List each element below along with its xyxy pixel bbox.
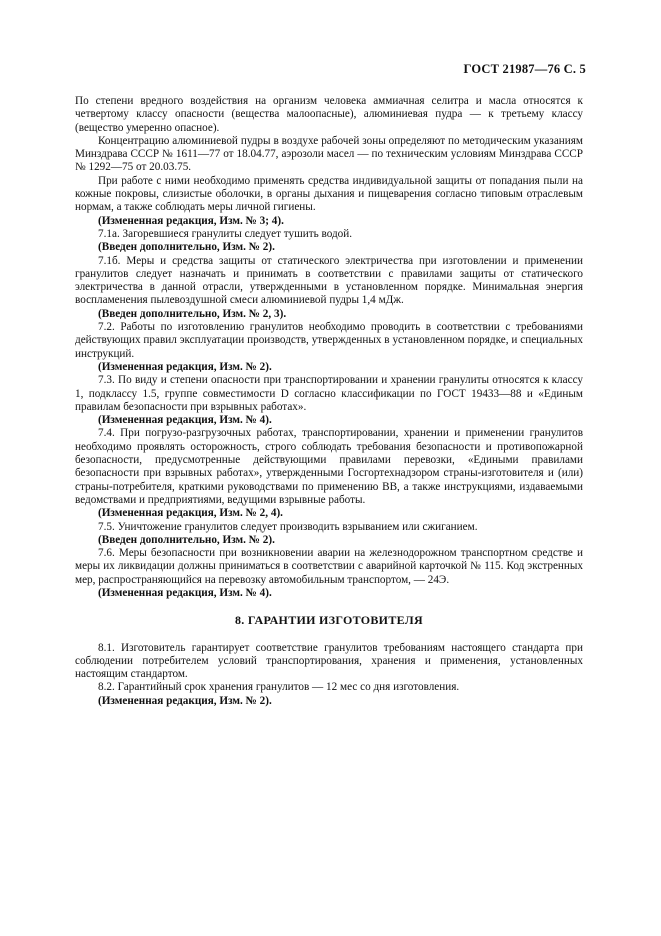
body-paragraph: 7.5. Уничтожение гранулитов следует производить взрыванием или сжиганием.: [98, 520, 478, 533]
body-paragraph: 7.3. По виду и степени опасности при транспортировании и хранении гранулиты относятся к классу 1, подклассу 1.5, группе совместимости D согласно классификации по ГОСТ 19433—88 и «Единым правилам безопасности при взрывных работах».: [75, 374, 583, 413]
amendment-note: (Измененная редакция, Изм. № 2).: [98, 694, 272, 707]
body-paragraph: Концентрацию алюминиевой пудры в воздухе рабочей зоны определяют по методическим указаниям Минздрава СССР № 1611—77 от 18.04.77, аэрозоли масел — по техническим условиям Минздрава СССР № 1292—75 от 20.03.75.: [75, 134, 583, 174]
body-paragraph: 8.1. Изготовитель гарантирует соответствие гранулитов требованиям настоящего стандарта при соблюдении потребителем условий транспортирования, хранения и применения, установленных настоящим стандартом.: [75, 641, 583, 681]
amendment-note: (Измененная редакция, Изм. № 4).: [98, 586, 272, 599]
body-paragraph: По степени вредного воздействия на организм человека аммиачная селитра и масла относятся к четвертому классу опасности (вещества малоопасные), алюминиевая пудра — к третьему классу (вещество умеренно опасное).: [75, 95, 583, 134]
amendment-note: (Измененная редакция, Изм. № 2).: [98, 360, 272, 373]
document-body: [75, 95, 583, 708]
body-paragraph: При работе с ними необходимо применять средства индивидуальной защиты от попадания пыли на кожные покровы, слизистые оболочки, в органы дыхания и пищеварения согласно типовым отраслевым нормам, а также соблюдать меры личной гигиены.: [75, 174, 583, 214]
body-paragraph: 8.2. Гарантийный срок хранения гранулитов — 12 мес со дня изготовления.: [98, 681, 460, 694]
body-paragraph: 7.1а. Загоревшиеся гранулиты следует тушить водой.: [98, 227, 353, 240]
amendment-note: (Введен дополнительно, Изм. № 2, 3).: [98, 307, 287, 320]
amendment-note: (Измененная редакция, Изм. № 2, 4).: [98, 507, 283, 520]
page-header: ГОСТ 21987—76 С. 5: [463, 62, 586, 76]
body-paragraph: 7.2. Работы по изготовлению гранулитов необходимо проводить в соответствии с требованиями действующих правил эксплуатации производств, утвержденных в установленном порядке, и специальных инструкций.: [75, 321, 583, 360]
amendment-note: (Измененная редакция, Изм. № 4).: [98, 414, 272, 427]
body-paragraph: 7.6. Меры безопасности при возникновении аварии на железнодорожном транспортном средстве и меры их ликвидации должны приниматься в соответствии с аварийной карточкой № 115. Код экстренных мер, распространяющийся на перевозку автомобильным транспортом, — 24Э.: [75, 547, 583, 586]
body-paragraph: 7.4. При погрузо-разгрузочных работах, транспортировании, хранении и применении гранулитов необходимо проявлять осторожность, строго соблюдать требования безопасности и противопожарной безопасности, предусмотренные действующими правилами перевозки, «Едиными правилами безопасности при взрывных работах», утвержденными Госгортехнадзором страны-изготовителя и (или) страны-потребителя, краткими руководствами по применению ВВ, а также инструкциями, издаваемыми ведомствами и предприятиями, ведущими взрывные работы.: [75, 427, 583, 506]
amendment-note: (Введен дополнительно, Изм. № 2).: [98, 241, 275, 254]
amendment-note: (Измененная редакция, Изм. № 3; 4).: [98, 214, 284, 227]
amendment-note: (Введен дополнительно, Изм. № 2).: [98, 533, 275, 546]
section-heading: 8. ГАРАНТИИ ИЗГОТОВИТЕЛЯ: [235, 613, 423, 628]
body-paragraph: 7.1б. Меры и средства защиты от статического электричества при изготовлении и применении гранулитов следует назначать и принимать в соответствии с правилами защиты от статического электричества в данной отрасли, утвержденными в установленном порядке. Минимальная энергия воспламенения пылевоздушной смеси алюминиевой пудры 1,4 мДж.: [75, 254, 583, 307]
